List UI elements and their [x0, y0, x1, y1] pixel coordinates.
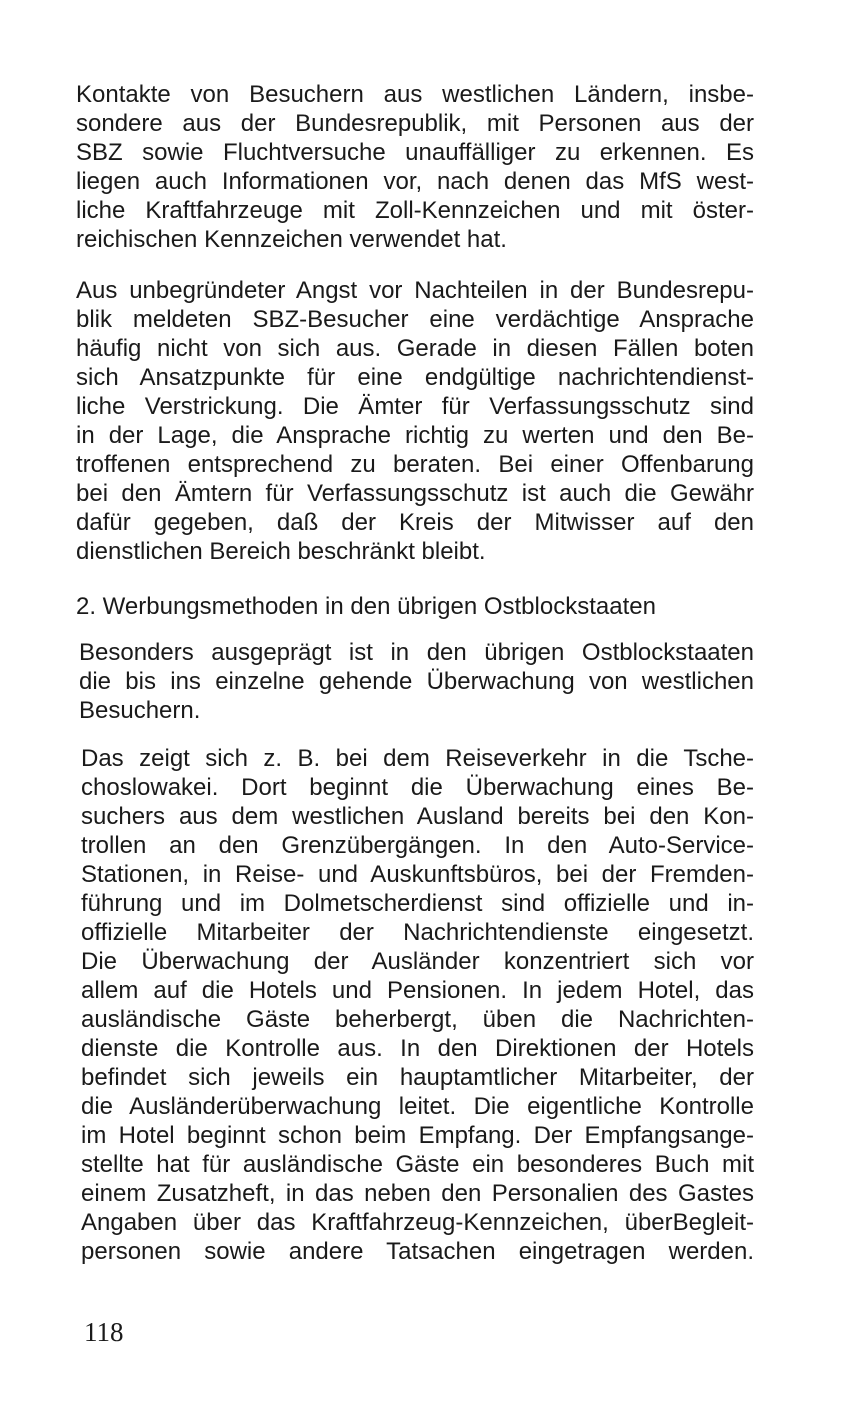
- text-line: Stationen, in Reise- und Auskunftsbüros, bei der Fremden-: [81, 861, 754, 888]
- text-line: reichischen Kennzeichen verwendet hat.: [76, 226, 507, 253]
- text-line: einem Zusatzheft, in das neben den Personalien des Gastes: [81, 1180, 754, 1207]
- text-line: dienste die Kontrolle aus. In den Direktionen der Hotels: [81, 1035, 754, 1062]
- text-line: die bis ins einzelne gehende Überwachung von westlichen: [79, 668, 754, 695]
- text-line: personen sowie andere Tatsachen eingetragen werden.: [81, 1238, 754, 1265]
- text-line: Das zeigt sich z. B. bei dem Reiseverkehr in die Tsche-: [81, 745, 754, 772]
- text-line: ausländische Gäste beherbergt, üben die Nachrichten-: [81, 1006, 754, 1033]
- text-line: Die Überwachung der Ausländer konzentriert sich vor: [81, 948, 754, 975]
- text-line: offizielle Mitarbeiter der Nachrichtendienste eingesetzt.: [81, 919, 754, 946]
- text-line: suchers aus dem westlichen Ausland bereits bei den Kon-: [81, 803, 754, 830]
- page-number: 118: [84, 1317, 124, 1347]
- text-line: Besuchern.: [79, 697, 201, 724]
- section-heading: 2. Werbungsmethoden in den übrigen Ostblockstaaten: [76, 593, 656, 620]
- text-line: blik meldeten SBZ-Besucher eine verdächtige Ansprache: [76, 306, 754, 333]
- text-line: die Ausländerüberwachung leitet. Die eigentliche Kontrolle: [81, 1093, 754, 1120]
- text-line: befindet sich jeweils ein hauptamtlicher Mitarbeiter, der: [81, 1064, 754, 1091]
- text-line: allem auf die Hotels und Pensionen. In jedem Hotel, das: [81, 977, 754, 1004]
- text-line: Angaben über das Kraftfahrzeug-Kennzeichen, überBegleit-: [81, 1209, 754, 1236]
- text-line: Besonders ausgeprägt ist in den übrigen Ostblockstaaten: [79, 639, 754, 666]
- paragraph-1: [76, 80, 754, 254]
- paragraph-3: [76, 638, 754, 725]
- text-line: sondere aus der Bundesrepublik, mit Personen aus der: [76, 110, 754, 137]
- text-line: SBZ sowie Fluchtversuche unauffälliger zu erkennen. Es: [76, 139, 754, 166]
- page-body: [76, 80, 754, 1266]
- paragraph-2: [76, 276, 754, 566]
- text-line: liche Verstrickung. Die Ämter für Verfassungsschutz sind: [76, 393, 754, 420]
- paragraph-4: [76, 744, 754, 1266]
- text-line: troffenen entsprechend zu beraten. Bei einer Offenbarung: [76, 451, 754, 478]
- text-line: liche Kraftfahrzeuge mit Zoll-Kennzeichen und mit öster-: [76, 197, 754, 224]
- text-line: Aus unbegründeter Angst vor Nachteilen in der Bundesrepu-: [76, 277, 754, 304]
- text-line: trollen an den Grenzübergängen. In den Auto-Service-: [81, 832, 754, 859]
- text-line: führung und im Dolmetscherdienst sind offizielle und in-: [81, 890, 754, 917]
- text-line: dafür gegeben, daß der Kreis der Mitwisser auf den: [76, 509, 754, 536]
- text-line: Kontakte von Besuchern aus westlichen Ländern, insbe-: [76, 81, 754, 108]
- text-line: in der Lage, die Ansprache richtig zu werten und den Be-: [76, 422, 754, 449]
- text-line: im Hotel beginnt schon beim Empfang. Der Empfangsange-: [81, 1122, 754, 1149]
- text-line: choslowakei. Dort beginnt die Überwachung eines Be-: [81, 774, 754, 801]
- text-line: häufig nicht von sich aus. Gerade in diesen Fällen boten: [76, 335, 754, 362]
- text-line: bei den Ämtern für Verfassungsschutz ist auch die Gewähr: [76, 480, 754, 507]
- text-line: stellte hat für ausländische Gäste ein besonderes Buch mit: [81, 1151, 754, 1178]
- text-line: sich Ansatzpunkte für eine endgültige nachrichtendienst-: [76, 364, 754, 391]
- text-line: liegen auch Informationen vor, nach denen das MfS west-: [76, 168, 754, 195]
- text-line: dienstlichen Bereich beschränkt bleibt.: [76, 538, 486, 565]
